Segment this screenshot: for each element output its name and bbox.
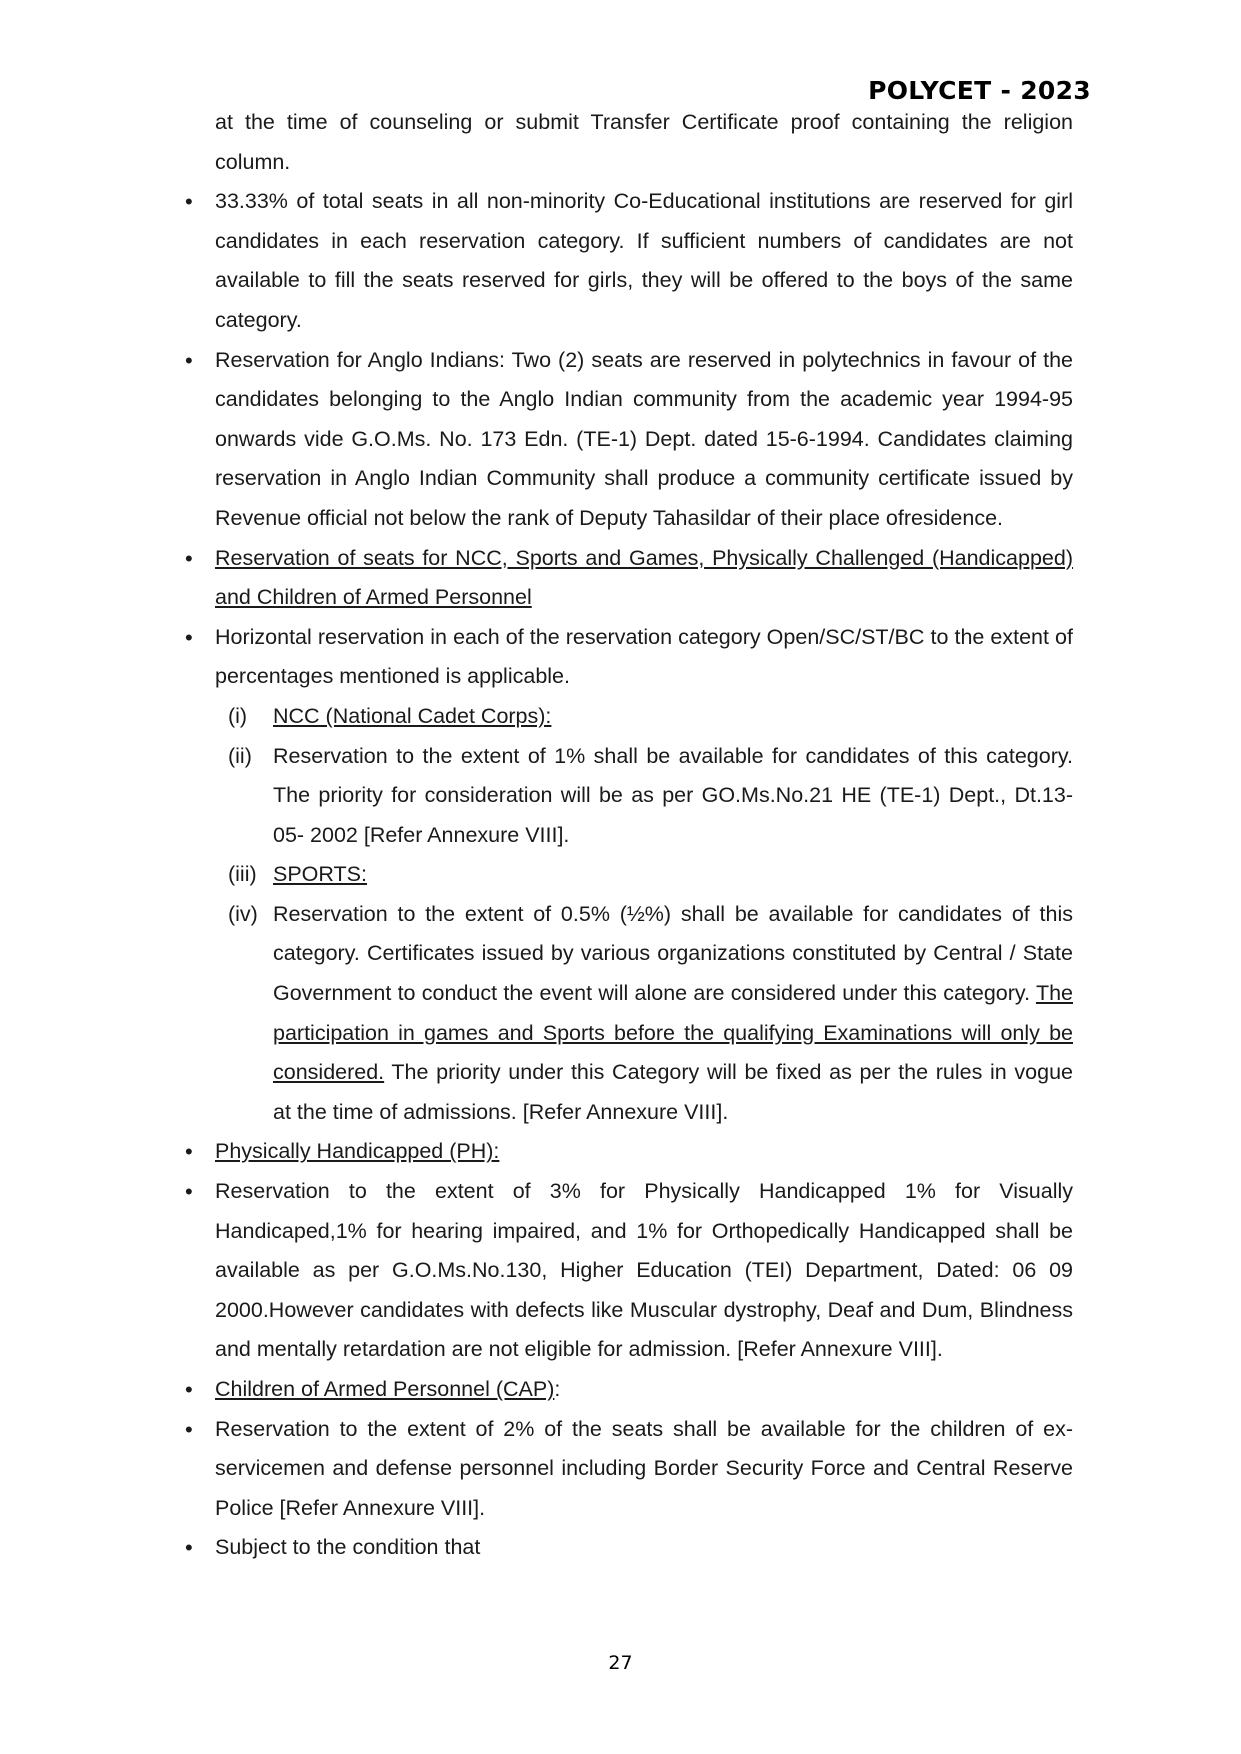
sub-item-ncc-heading <box>228 697 1073 737</box>
special-reservation-heading-text: Reservation of seats for NCC, Sports and Games, Physically Challenged (Handicapped) and Children of Armed Personnel <box>215 545 1073 610</box>
bullet-girls-reservation: • 33.33% of total seats in all non-minority Co-Educational institutions are reserved for girl candidates in each reservation category. If sufficient numbers of candidates are not available to fill the seats reserved for girls, they will be offered to the boys of the same category. <box>215 182 1073 340</box>
ncc-heading-text: NCC (National Cadet Corps): <box>273 703 552 728</box>
sports-reservation-text-b: The priority under this Category will be fixed as per the rules in vogue at the time of admissions. [Refer Annexure VIII]. <box>273 1060 1073 1124</box>
sub-item-sports-reservation <box>228 895 1073 1133</box>
page-number: 27 <box>608 1652 633 1674</box>
bullet-cap-heading <box>215 1370 1073 1410</box>
ph-heading-text: Physically Handicapped (PH): <box>215 1139 500 1164</box>
sub-item-sports-heading <box>228 855 1073 895</box>
bullet-horizontal-reservation: • Horizontal reservation in each of the reservation category Open/SC/ST/BC to the extent of percentages mentioned is applicable. <box>215 618 1073 697</box>
sports-reservation-underlined: The participation in games and Sports before the qualifying Examinations will only be considered. <box>273 981 1073 1085</box>
sub-item-number: (i) <box>228 703 248 728</box>
bullet-anglo-indians: • Reservation for Anglo Indians: Two (2) seats are reserved in polytechnics in favour of the candidates belonging to the Anglo Indian community from the academic year 1994-95 onwards vide G.O.Ms. No. 173 Edn. (TE-1) Dept. dated 15-6-1994. Candidates claiming reservation in Anglo Indian Community shall produce a community certificate issued by Revenue official not below the rank of Deputy Tahasildar of their place ofresidence. <box>215 341 1073 539</box>
bullet-ph-heading <box>215 1132 1073 1172</box>
page-header-title: POLYCET - 2023 <box>868 76 1091 105</box>
sub-item-ncc-reservation <box>228 737 1073 856</box>
cap-heading-text: Children of Armed Personnel (CAP) <box>215 1377 555 1401</box>
sports-reservation-text-a: Reservation to the extent of 0.5% (½%) shall be available for candidates of this category. Certificates issued by various organizations constituted by Central / State Government to conduct the event will alone are considered under this category. <box>273 901 1073 1006</box>
bullet-subject-to-condition: • Subject to the condition that <box>215 1528 1073 1568</box>
bullet-special-reservation-heading <box>215 539 1073 618</box>
sub-item-number: (ii) <box>228 743 252 768</box>
paragraph-continued: at the time of counseling or submit Transfer Certificate proof containing the religion column. <box>215 110 1073 174</box>
cap-heading-colon: : <box>554 1377 561 1401</box>
sub-item-number: (iii) <box>228 862 257 887</box>
document-body <box>215 103 1073 1568</box>
ncc-reservation-text: Reservation to the extent of 1% shall be available for candidates of this category. The priority for consideration will be as per GO.Ms.No.21 HE (TE-1) Dept., Dt.13-05- 2002 [Refer Annexure VIII]. <box>273 743 1073 847</box>
bullet-cap-reservation: • Reservation to the extent of 2% of the seats shall be available for the children of ex-servicemen and defense personnel including Border Security Force and Central Reserve Police [Refer Annexure VIII]. <box>215 1410 1073 1529</box>
bullet-ph-reservation: • Reservation to the extent of 3% for Physically Handicapped 1% for Visually Handicaped,1% for hearing impaired, and 1% for Orthopedically Handicapped shall be available as per G.O.Ms.No.130, Higher Education (TEI) Department, Dated: 06 09 2000.However candidates with defects like Muscular dystrophy, Deaf and Dum, Blindness and mentally retardation are not eligible for admission. [Refer Annexure VIII]. <box>215 1172 1073 1370</box>
sub-item-number: (iv) <box>228 901 258 926</box>
sports-heading-text: SPORTS: <box>273 862 367 887</box>
